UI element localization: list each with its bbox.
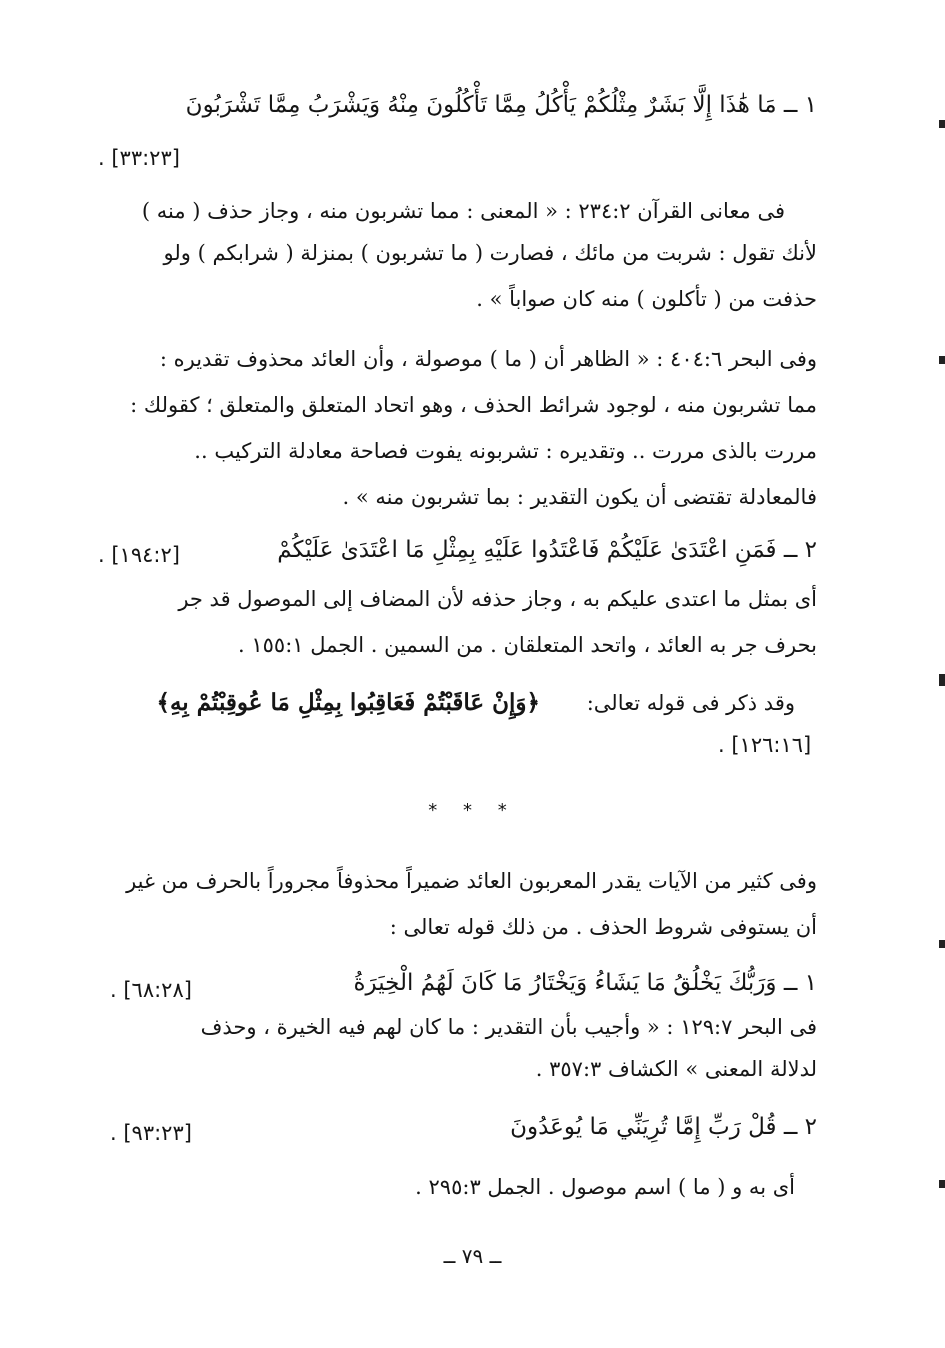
paragraph-line: فى معانى القرآن ٢٣٤:٢ : « المعنى : مما تشربون منه ، وجاز حذف ( منه ): [141, 199, 785, 223]
verse-quote: ﴿وَإِنْ عَاقَبْتُمْ فَعَاقِبُوا بِمِثْلِ مَا عُوقِبْتُمْ بِهِ﴾: [156, 689, 540, 716]
verse-1-text: ١ ــ مَا هَٰذَا إِلَّا بَشَرٌ مِثْلُكُمْ يَأْكُلُ مِمَّا تَأْكُلُونَ مِنْهُ وَيَشْرَبُ مِمَّا تَشْرَبُونَ: [185, 92, 817, 118]
verse-4-text: ٢ ــ قُلْ رَبِّ إِمَّا تُرِيَنِّي مَا يُوعَدُونَ: [510, 1114, 817, 1140]
paragraph-line: لدلالة المعنى » الكشاف ٣٥٧:٣ .: [535, 1057, 817, 1081]
scan-mark: [939, 940, 945, 948]
paragraph-line: بحرف جر به العائد ، واتحد المتعلقان . من السمين . الجمل ١٥٥:١ .: [238, 633, 817, 657]
scan-mark: [939, 674, 945, 686]
paragraph-line: حذفت من ( تأكلون ) منه كان صواباً » .: [476, 287, 817, 311]
paragraph-prefix: وقد ذكر فى قوله تعالى:: [586, 691, 795, 715]
paragraph-line: أى به و ( ما ) اسم موصول . الجمل ٢٩٥:٣ .: [415, 1175, 795, 1199]
paragraph-line: فالمعادلة تقتضى أن يكون التقدير : بما تشربون منه » .: [342, 485, 817, 509]
verse-1-ref: . [٣٣:٢٣]: [98, 146, 180, 170]
paragraph-line: فى البحر ١٢٩:٧ : « وأجيب بأن التقدير : ما كان لهم فيه الخيرة ، وحذف: [200, 1015, 817, 1039]
paragraph-line: أى بمثل ما اعتدى عليكم به ، وجاز حذفه لأن المضاف إلى الموصول قد جر: [178, 587, 817, 611]
paragraph-line: وفى البحر ٤٠٤:٦ : « الظاهر أن ( ما ) موصولة ، وأن العائد محذوف تقديره :: [159, 347, 817, 371]
verse-3-text: ١ ــ وَرَبُّكَ يَخْلُقُ مَا يَشَاءُ وَيَخْتَارُ مَا كَانَ لَهُمُ الْخِيَرَةُ: [353, 970, 817, 996]
paragraph-line: أن يستوفى شروط الحذف . من ذلك قوله تعالى :: [389, 915, 817, 939]
page-number: ــ ٧٩ ــ: [443, 1244, 502, 1268]
verse-quote-ref: . [١٢٦:١٦]: [718, 733, 812, 757]
paragraph-line: وفى كثير من الآيات يقدر المعربون العائد ضميراً محذوفاً مجروراً بالحرف من غير: [126, 869, 817, 893]
verse-4-ref: . [٩٣:٢٣]: [110, 1121, 192, 1145]
verse-2-ref: . [١٩٤:٢]: [98, 543, 180, 567]
scan-mark: [939, 120, 945, 128]
verse-2-text: ٢ ــ فَمَنِ اعْتَدَىٰ عَلَيْكُمْ فَاعْتَدُوا عَلَيْهِ بِمِثْلِ مَا اعْتَدَىٰ عَلَيْكُمْ: [277, 537, 817, 563]
scan-mark: [939, 1180, 945, 1188]
paragraph-line: مررت بالذى مررت .. وتقديره : تشربونه يفوت فصاحة معادلة التركيب ..: [194, 439, 817, 463]
paragraph-line: مما تشربون منه ، لوجود شرائط الحذف ، وهو اتحاد المتعلق والمتعلق ؛ كقولك :: [130, 393, 817, 417]
section-separator: * * *: [428, 800, 517, 821]
scan-mark: [939, 356, 945, 364]
paragraph-line: لأنك تقول : شربت من مائك ، فصارت ( ما تشربون ) بمنزلة ( شرابكم ) ولو: [163, 241, 817, 265]
verse-3-ref: . [٦٨:٢٨]: [110, 978, 192, 1002]
